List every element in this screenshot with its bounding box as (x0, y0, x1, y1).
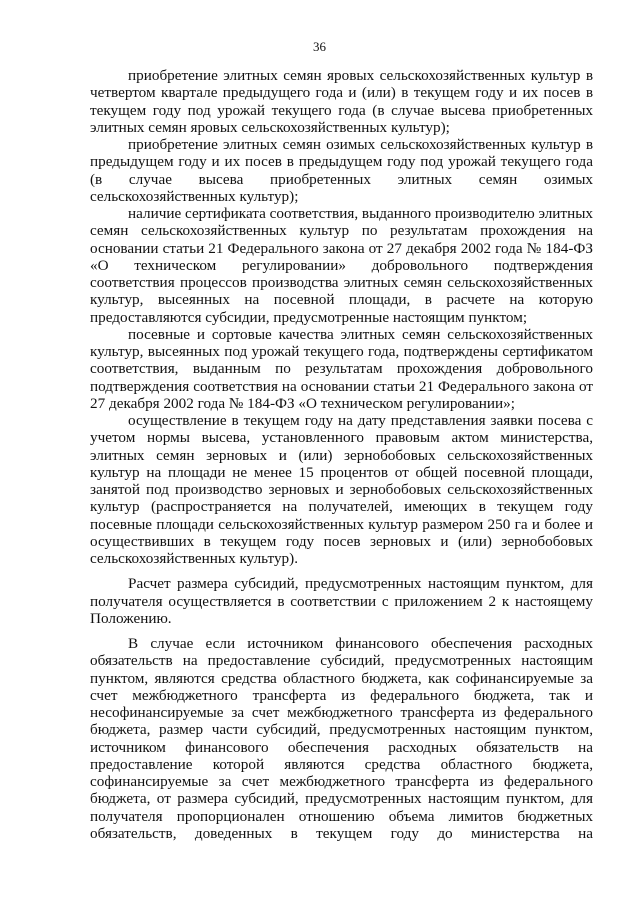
paragraph-spring-crops: приобретение элитных семян яровых сельскохозяйственных культур в четвертом квартале предыдущего года и (или) в текущем году и их посев в текущем году под урожай текущего года (в случае высева приобретенных элитных семян яровых сельскохозяйственных культур); (90, 67, 593, 136)
paragraph-funding-source: В случае если источником финансового обеспечения расходных обязательств на предоставление субсидий, предусмотренных настоящим пунктом, являются средства областного бюджета, как софинансируемые за счет межбюджетного трансферта из федерального бюджета, так и несофинансируемые за счет межбюджетного трансферта из федерального бюджета, размер части субсидий, предусмотренных настоящим пунктом, источником финансового обеспечения расходных обязательств на предоставление которой являются средства областного бюджета, софинансируемые за счет межбюджетного трансферта из федерального бюджета, от размера субсидий, предусмотренных настоящим пунктом, для получателя пропорционален отношению объема лимитов бюджетных обязательств, доведенных в текущем году до министерства на (90, 635, 593, 842)
document-body (90, 67, 593, 842)
paragraph-sowing-requirement: осуществление в текущем году на дату представления заявки посева с учетом нормы высева, установленного правовым актом министерства, элитных семян зерновых и (или) зернобобовых сельскохозяйственных культур на площади не менее 15 процентов от общей посевной площади, занятой под производство зерновых и зернобобовых сельскохозяйственных культур (распространяется на получателей, имеющих в текущем году посевные площади сельскохозяйственных культур размером 250 га и более и осуществивших в текущем году посев зерновых и (или) зернобобовых сельскохозяйственных культур). (90, 412, 593, 567)
page-number: 36 (313, 39, 326, 54)
paragraph-seed-quality: посевные и сортовые качества элитных семян сельскохозяйственных культур, высеянных под урожай текущего года, подтверждены сертификатом соответствия, выданным по результатам прохождения добровольного подтверждения соответствия на основании статьи 21 Федерального закона от 27 декабря 2002 года № 184-ФЗ «О техническом регулировании»; (90, 325, 593, 412)
paragraph-subsidy-calculation: Расчет размера субсидий, предусмотренных настоящим пунктом, для получателя осуществляется в соответствии с приложением 2 к настоящему Положению. (90, 575, 593, 627)
paragraph-conformity-certificate: наличие сертификата соответствия, выданного производителю элитных семян сельскохозяйственных культур по результатам прохождения на основании статьи 21 Федерального закона от 27 декабря 2002 года № 184-ФЗ «О техническом регулировании» добровольного подтверждения соответствия процессов производства элитных семян сельскохозяйственных культур, высеянных на посевной площади, в расчете на которую предоставляются субсидии, предусмотренные настоящим пунктом; (90, 205, 593, 326)
paragraph-winter-crops: приобретение элитных семян озимых сельскохозяйственных культур в предыдущем году и их посев в предыдущем году под урожай текущего года (в случае высева приобретенных элитных семян озимых сельскохозяйственных культур); (90, 136, 593, 205)
